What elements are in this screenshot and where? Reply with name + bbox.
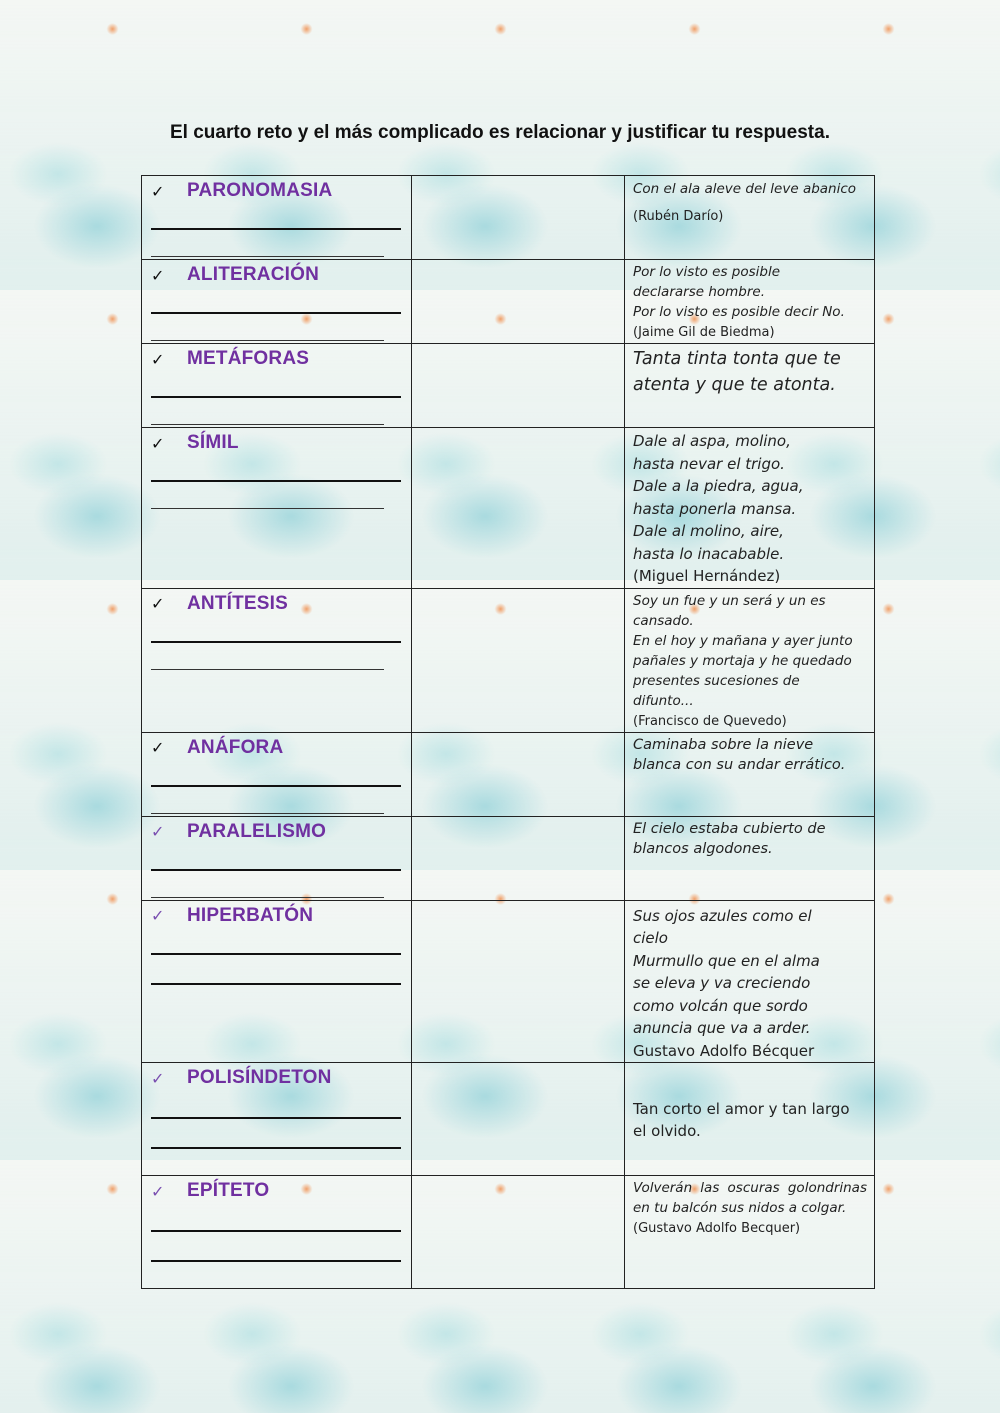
example-line: como volcán que sordo	[633, 996, 808, 1015]
answer-line[interactable]	[151, 256, 384, 257]
example-line: Murmullo que en el alma	[633, 951, 820, 970]
term-cell	[142, 344, 412, 428]
check-icon: ✓	[151, 906, 165, 925]
example-line: cansado.	[633, 612, 694, 629]
example-author: (Francisco de Quevedo)	[633, 713, 787, 729]
example-cell	[625, 176, 875, 260]
example-cell	[625, 1176, 875, 1289]
example-line: Caminaba sobre la nieve	[633, 736, 814, 753]
term-label: PARALELISMO	[187, 820, 327, 842]
worksheet-title: El cuarto reto y el más complicado es relacionar y justificar tu respuesta.	[170, 122, 830, 143]
example-line: El cielo estaba cubierto de	[633, 820, 826, 837]
term-cell	[142, 1063, 412, 1176]
example-author: Gustavo Adolfo Bécquer	[633, 1041, 815, 1060]
example-author: (Rubén Darío)	[633, 209, 724, 224]
example-line: Volverán las oscuras golondrinas en tu balcón sus nidos a colgar.	[633, 1180, 867, 1216]
table-row	[142, 732, 875, 816]
term-cell	[142, 428, 412, 589]
answer-cell[interactable]	[412, 176, 625, 260]
example-cell	[625, 1063, 875, 1176]
example-line: Tan corto el amor y tan largo	[633, 1100, 850, 1118]
example-line: Soy un fue y un será y un es	[633, 592, 826, 609]
example-line: Dale al molino, aire,	[633, 522, 784, 540]
example-line: Dale a la piedra, agua,	[633, 477, 804, 495]
term-label: ALITERACIÓN	[187, 264, 320, 285]
answer-line[interactable]	[151, 813, 384, 814]
example-line: pañales y mortaja y he quedado	[633, 652, 852, 669]
example-line: Dale al aspa, molino,	[633, 432, 791, 450]
example-author: (Gustavo Adolfo Becquer)	[633, 1221, 801, 1236]
answer-cell[interactable]	[412, 260, 625, 344]
example-line: hasta ponerla mansa.	[633, 499, 797, 518]
answer-line[interactable]	[151, 480, 401, 482]
example-line: cielo	[633, 929, 668, 947]
check-icon: ✓	[151, 822, 165, 841]
table-row	[142, 260, 875, 344]
example-cell	[625, 900, 875, 1063]
check-icon: ✓	[151, 265, 165, 285]
answer-cell[interactable]	[412, 900, 625, 1063]
example-line: presentes sucesiones de	[633, 672, 800, 689]
table-row	[142, 1176, 875, 1289]
answer-line[interactable]	[151, 228, 401, 230]
check-icon: ✓	[151, 433, 165, 453]
answer-line[interactable]	[151, 669, 384, 670]
table-row	[142, 816, 875, 900]
term-label: PARONOMASIA	[187, 180, 333, 201]
example-line: Con el ala aleve del leve abanico	[633, 181, 857, 197]
example-cell	[625, 732, 875, 816]
table-row	[142, 588, 875, 732]
check-icon: ✓	[151, 181, 165, 201]
term-cell	[142, 260, 412, 344]
answer-line[interactable]	[151, 1147, 401, 1149]
answer-line[interactable]	[151, 340, 384, 341]
term-label: EPÍTETO	[187, 1180, 270, 1201]
example-line: Por lo visto es posible decir No.	[633, 304, 845, 320]
answer-cell[interactable]	[412, 588, 625, 732]
answer-line[interactable]	[151, 641, 401, 643]
example-line: se eleva y va creciendo	[633, 974, 811, 992]
answer-cell[interactable]	[412, 1063, 625, 1176]
term-cell	[142, 900, 412, 1063]
term-cell	[142, 588, 412, 732]
example-cell	[625, 260, 875, 344]
example-line: Tanta tinta tonta que te	[633, 349, 841, 369]
example-line: Sus ojos azules como el	[633, 906, 812, 925]
answer-line[interactable]	[151, 953, 401, 955]
answer-cell[interactable]	[412, 732, 625, 816]
example-line: declararse hombre.	[633, 284, 766, 300]
example-line: hasta lo inacabable.	[633, 544, 785, 563]
example-line: hasta nevar el trigo.	[633, 454, 785, 473]
term-label: SÍMIL	[187, 432, 239, 453]
example-line: anuncia que va a arder.	[633, 1019, 811, 1037]
term-label: ANTÍTESIS	[187, 592, 289, 614]
term-label: POLISÍNDETON	[187, 1067, 332, 1088]
answer-line[interactable]	[151, 869, 401, 871]
answer-cell[interactable]	[412, 428, 625, 589]
example-line: Por lo visto es posible	[633, 264, 781, 280]
example-author: (Jaime Gil de Biedma)	[633, 325, 775, 340]
answer-line[interactable]	[151, 983, 401, 985]
example-line: blancos algodones.	[633, 840, 773, 857]
example-author: (Miguel Hernández)	[633, 567, 781, 585]
term-label: ANÁFORA	[187, 736, 284, 758]
check-icon: ✓	[151, 1068, 165, 1088]
answer-line[interactable]	[151, 785, 401, 787]
example-cell	[625, 344, 875, 428]
answer-line[interactable]	[151, 508, 384, 509]
answer-cell[interactable]	[412, 1176, 625, 1289]
answer-line[interactable]	[151, 897, 384, 898]
example-line: blanca con su andar errático.	[633, 756, 846, 773]
term-cell	[142, 732, 412, 816]
example-line: el olvido.	[633, 1122, 701, 1140]
answer-line[interactable]	[151, 396, 401, 398]
table-row	[142, 428, 875, 589]
matching-table	[141, 175, 875, 1289]
term-label: METÁFORAS	[187, 348, 310, 369]
term-cell	[142, 816, 412, 900]
answer-line[interactable]	[151, 424, 384, 425]
check-icon: ✓	[151, 738, 165, 757]
term-label: HIPERBATÓN	[187, 904, 314, 926]
example-cell	[625, 816, 875, 900]
table-row	[142, 176, 875, 260]
answer-line[interactable]	[151, 1117, 401, 1119]
example-cell	[625, 428, 875, 589]
answer-line[interactable]	[151, 1260, 401, 1262]
table-row	[142, 344, 875, 428]
example-line: En el hoy y mañana y ayer junto	[633, 632, 853, 649]
answer-cell[interactable]	[412, 816, 625, 900]
answer-cell[interactable]	[412, 344, 625, 428]
example-line: atenta y que te atonta.	[633, 375, 836, 395]
example-line: difunto...	[633, 692, 694, 709]
term-cell	[142, 176, 412, 260]
answer-line[interactable]	[151, 312, 401, 314]
example-cell	[625, 588, 875, 732]
answer-line[interactable]	[151, 1230, 401, 1232]
check-icon: ✓	[151, 349, 165, 369]
term-cell	[142, 1176, 412, 1289]
check-icon: ✓	[151, 1181, 165, 1201]
table-row	[142, 1063, 875, 1176]
table-row	[142, 900, 875, 1063]
check-icon: ✓	[151, 594, 165, 613]
